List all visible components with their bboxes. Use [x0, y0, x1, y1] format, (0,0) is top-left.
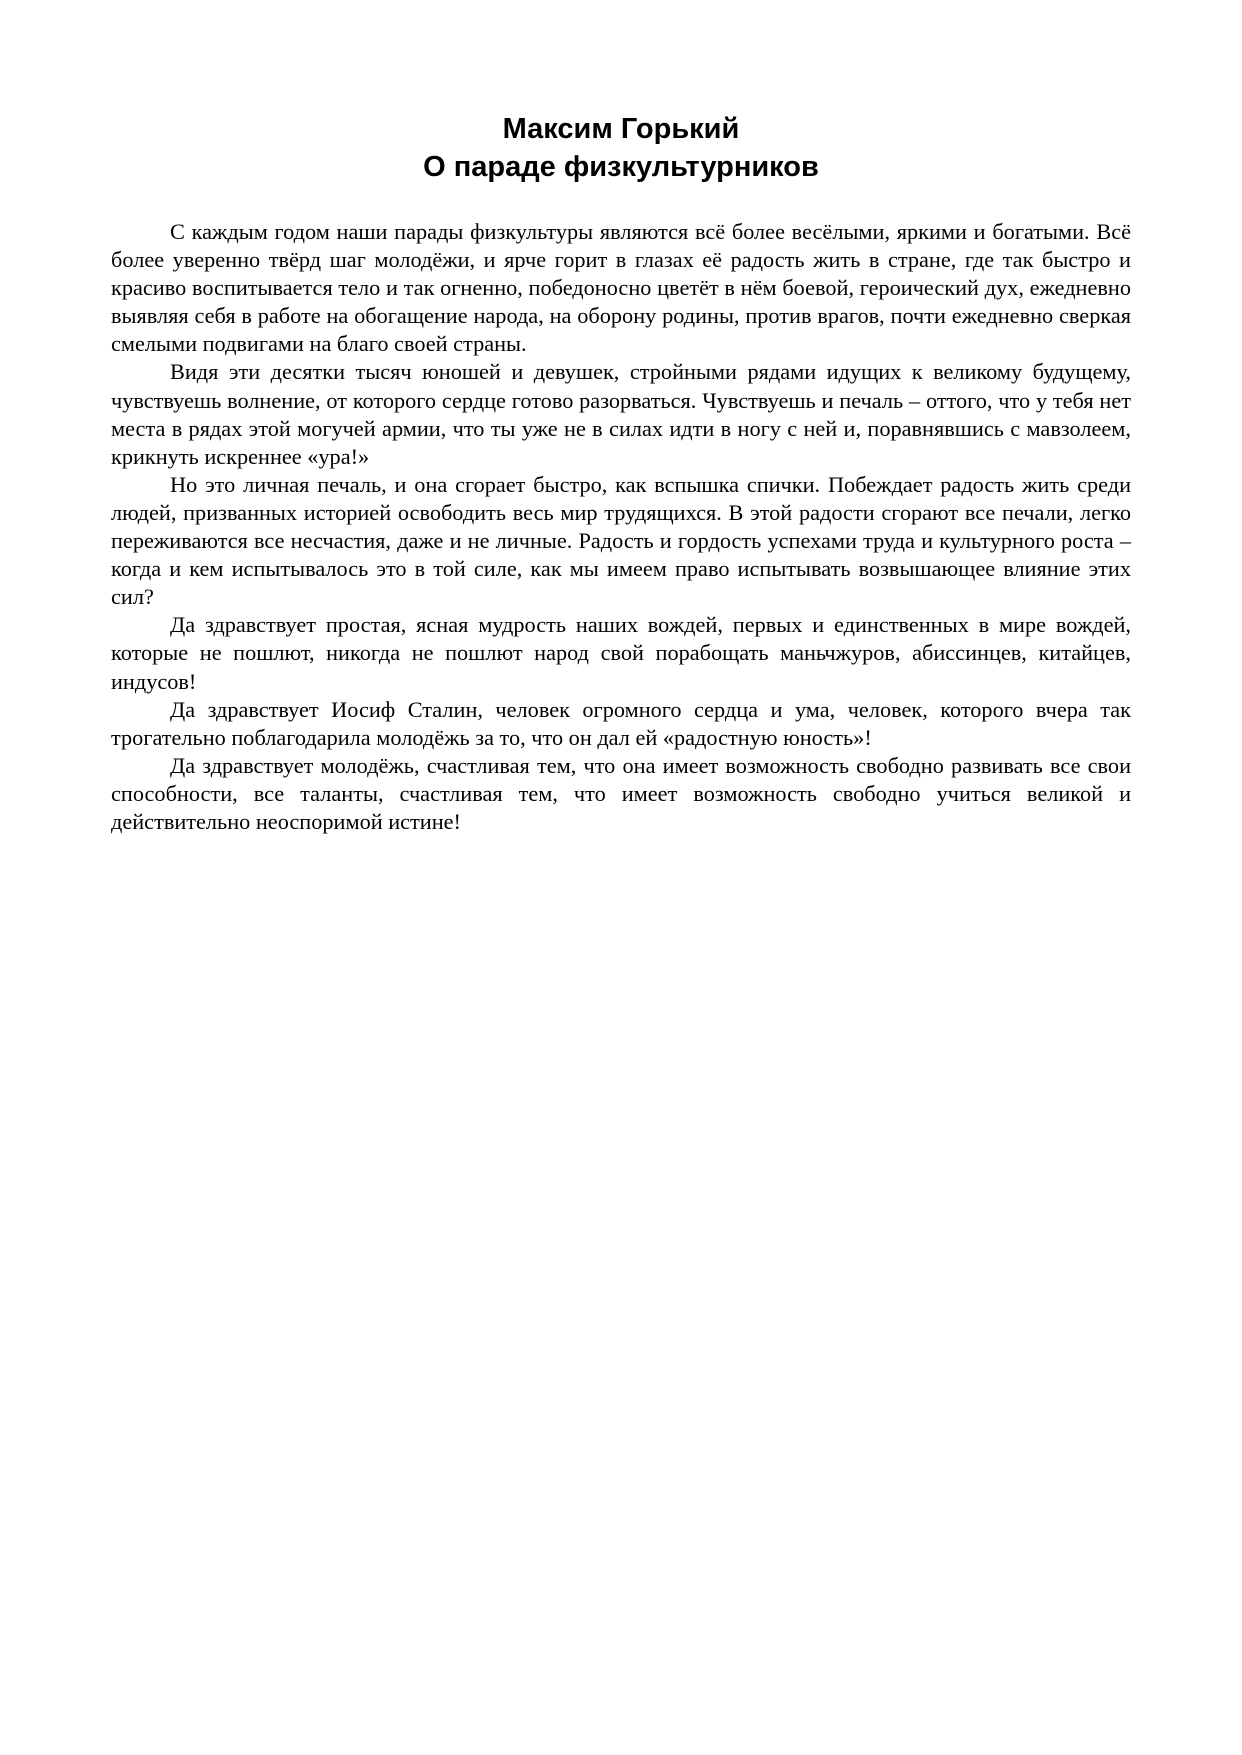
paragraph: Но это личная печаль, и она сгорает быстро, как вспышка спички. Побеждает радость жить среди людей, призванных историей освободить весь мир трудящихся. В этой радости сгорают все печали, легко переживаются все несчастия, даже и не личные. Радость и гордость успехами труда и культурного роста – когда и кем испытывалось это в той силе, как мы имеем право испытывать возвышающее влияние этих сил? — [111, 471, 1131, 610]
paragraph: Да здравствует Иосиф Сталин, человек огромного сердца и ума, человек, которого вчера так трогательно поблагодарила молодёжь за то, что он дал ей «радостную юность»! — [111, 696, 1131, 750]
document-body — [111, 218, 1131, 836]
document-title: О параде физкультурников — [423, 151, 819, 183]
title-block — [0, 110, 1242, 186]
paragraph: Да здравствует простая, ясная мудрость наших вождей, первых и единственных в мире вождей, которые не пошлют, никогда не пошлют народ свой порабощать маньчжуров, абиссинцев, китайцев, индусов! — [111, 612, 1131, 694]
paragraph: Да здравствует молодёжь, счастливая тем, что она имеет возможность свободно развивать все свои способности, все таланты, счастливая тем, что имеет возможность свободно учиться великой и действительно неоспоримой истине! — [111, 752, 1131, 834]
paragraph: С каждым годом наши парады физкультуры являются всё более весёлыми, яркими и богатыми. Всё более уверенно твёрд шаг молодёжи, и ярче горит в глазах её радость жить в стране, где так быстро и красиво воспитывается тело и так огненно, победоносно цветёт в нём боевой, героический дух, ежедневно выявляя себя в работе на обогащение народа, на оборону родины, против врагов, почти ежедневно сверкая смелыми подвигами на благо своей страны. — [111, 219, 1131, 357]
paragraph: Видя эти десятки тысяч юношей и девушек, стройными рядами идущих к великому будущему, чувствуешь волнение, от которого сердце готово разорваться. Чувствуешь и печаль – оттого, что у тебя нет места в рядах этой могучей армии, что ты уже не в силах идти в ногу с ней и, поравнявшись с мавзолеем, крикнуть искреннее «ура!» — [111, 359, 1131, 469]
author-name: Максим Горький — [502, 113, 740, 145]
